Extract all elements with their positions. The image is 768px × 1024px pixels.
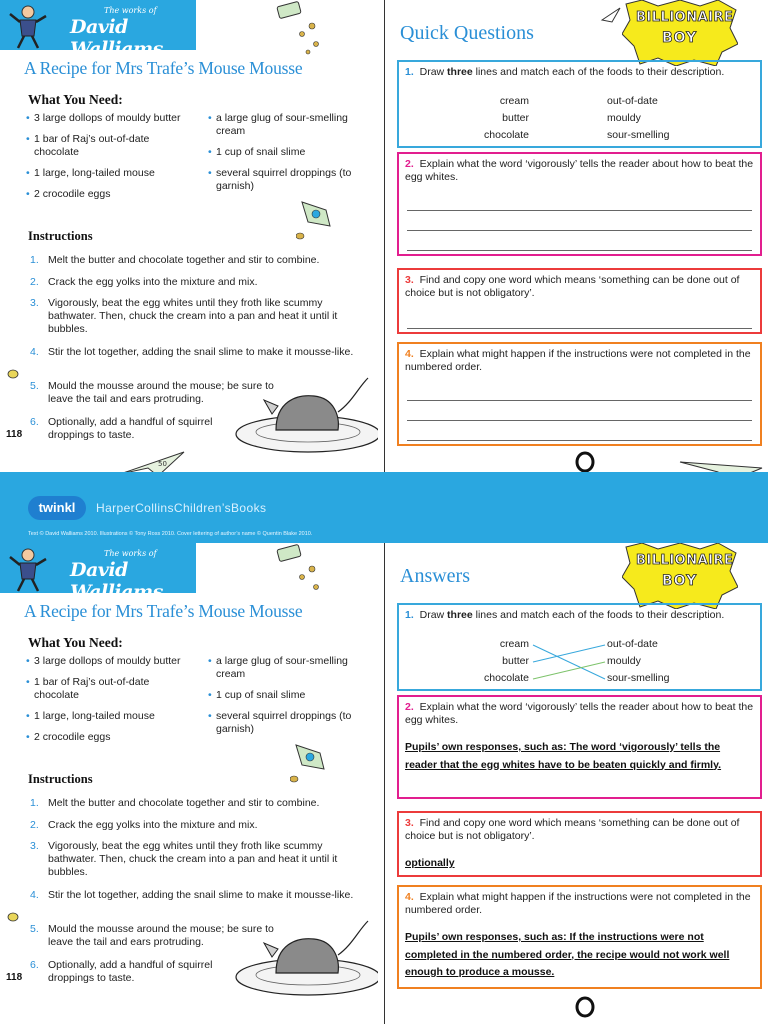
instruction-step <box>30 297 360 336</box>
footer-bar <box>0 472 768 543</box>
question-number: 2. <box>405 701 414 713</box>
question-text-bold: three <box>447 609 473 621</box>
question-text: Find and copy one word which means ‘something can be done out of choice but is not obligatory’. <box>405 274 740 299</box>
answer-line[interactable] <box>407 420 752 421</box>
coin-icon <box>6 368 20 380</box>
boy-illustration-icon <box>6 545 50 593</box>
money-flutter-icon <box>272 543 332 601</box>
worksheet-answers <box>0 543 768 1024</box>
mini-plane-icon <box>600 6 622 24</box>
author-banner <box>0 543 196 603</box>
food-item[interactable]: cream <box>499 95 529 107</box>
step-text: Optionally, add a handful of squirrel droppings to taste. <box>48 416 213 441</box>
page-number: 118 <box>6 972 23 983</box>
question-text-prefix: Draw <box>419 609 448 621</box>
question-number: 4. <box>405 891 414 903</box>
model-answer: optionally <box>405 857 455 869</box>
instruction-step <box>30 959 220 985</box>
answer-line[interactable] <box>407 230 752 231</box>
question-number: 1. <box>405 609 414 621</box>
question-number: 1. <box>405 66 414 78</box>
ingredient-item: • several squirrel droppings (to garnish) <box>208 167 376 193</box>
description-item[interactable]: mouldy <box>607 112 641 124</box>
instruction-step <box>30 254 360 267</box>
step-text: Vigorously, beat the egg whites until they froth like scummy bathwater. Then, chuck the cream into a pan and heat it until it bubbles. <box>48 840 338 878</box>
quick-questions-title: Quick Questions <box>400 22 534 44</box>
answer-2-box <box>397 695 762 799</box>
answer-line[interactable] <box>407 328 752 329</box>
billionaire-boy-logo <box>622 0 738 66</box>
worksheet-questions <box>0 0 768 472</box>
description-item[interactable]: sour-smelling <box>607 129 670 141</box>
what-you-need-heading: What You Need: <box>28 92 123 107</box>
description-item: mouldy <box>607 655 641 667</box>
answer-line[interactable] <box>407 440 752 441</box>
step-text: Mould the mousse around the mouse; be sure to leave the tail and ears protruding. <box>48 380 274 405</box>
ingredient-item: • 1 cup of snail slime <box>208 146 376 159</box>
instruction-step <box>30 276 360 289</box>
food-item[interactable]: butter <box>502 112 529 124</box>
question-text: Find and copy one word which means ‘something can be done out of choice but is not obligatory’. <box>405 817 740 842</box>
boy-word: BOY <box>662 30 698 46</box>
question-number: 3. <box>405 817 414 829</box>
answer-4-box <box>397 885 762 989</box>
step-number: 2. <box>30 276 39 288</box>
answer-line[interactable] <box>407 400 752 401</box>
instructions-heading: Instructions <box>28 772 93 786</box>
question-text-bold: three <box>447 66 473 78</box>
question-number: 2. <box>405 158 414 170</box>
boy-word: BOY <box>662 573 698 589</box>
food-item: cream <box>499 638 529 650</box>
ingredient-item: • 1 cup of snail slime <box>208 689 376 702</box>
twinkl-logo[interactable]: twinkl <box>28 496 86 520</box>
step-text: Vigorously, beat the egg whites until they froth like scummy bathwater. Then, chuck the cream into a pan and heat it until it bubbles. <box>48 297 338 335</box>
ingredient-item: • a large glug of sour-smelling cream <box>208 112 376 138</box>
step-text: Crack the egg yolks into the mixture and mix. <box>48 819 258 831</box>
svg-text:50: 50 <box>158 460 167 468</box>
page-number: 118 <box>6 429 23 440</box>
food-item[interactable]: chocolate <box>484 129 529 141</box>
step-number: 3. <box>30 297 39 309</box>
step-text: Crack the egg yolks into the mixture and mix. <box>48 276 258 288</box>
mouse-mousse-illustration-icon <box>230 915 378 1001</box>
step-number: 4. <box>30 889 39 901</box>
question-3-box <box>397 268 762 334</box>
question-text: Explain what might happen if the instructions were not completed in the numbered order. <box>405 891 751 916</box>
column-divider <box>384 543 385 1024</box>
question-2-box <box>397 152 762 256</box>
copyright-credits: Text © David Walliams 2010. Illustrations © Tony Ross 2010. Cover lettering of author’s name © Quentin Blake 2010. <box>28 531 313 537</box>
step-number: 5. <box>30 923 39 935</box>
description-item: out-of-date <box>607 638 658 650</box>
step-number: 1. <box>30 254 39 266</box>
matching-grid <box>459 92 739 146</box>
step-number: 6. <box>30 959 39 971</box>
column-divider <box>384 0 385 472</box>
question-1-box <box>397 60 762 148</box>
question-text-prefix: Draw <box>419 66 448 78</box>
instructions-heading: Instructions <box>28 229 93 243</box>
ingredient-item: • 1 bar of Raj’s out-of-date chocolate <box>26 676 196 702</box>
ingredient-item: • 1 bar of Raj’s out-of-date chocolate <box>26 133 196 159</box>
food-item: butter <box>502 655 529 667</box>
answer-line[interactable] <box>407 250 752 251</box>
step-text: Stir the lot together, adding the snail slime to make it mousse-like. <box>48 346 354 358</box>
brand-author-name: David Walliams <box>70 559 163 603</box>
billionaire-boy-logo <box>622 543 738 609</box>
ingredient-item: • 3 large dollops of mouldy butter <box>26 112 196 125</box>
step-number: 5. <box>30 380 39 392</box>
question-number: 3. <box>405 274 414 286</box>
step-number: 2. <box>30 819 39 831</box>
ingredient-item: • several squirrel droppings (to garnish) <box>208 710 376 736</box>
money-bag-icon <box>296 196 336 246</box>
step-text: Stir the lot together, adding the snail slime to make it mousse-like. <box>48 889 354 901</box>
money-flutter-icon <box>272 0 332 58</box>
step-number: 4. <box>30 346 39 358</box>
ring-icon <box>574 450 596 474</box>
model-answer: Pupils’ own responses, such as: The word ‘vigorously’ tells the reader that the egg whites have to be beaten quickly and firmly. <box>405 741 722 771</box>
description-item[interactable]: out-of-date <box>607 95 658 107</box>
step-text: Melt the butter and chocolate together and stir to combine. <box>48 254 320 266</box>
question-4-box <box>397 342 762 446</box>
answer-1-box <box>397 603 762 691</box>
food-item: chocolate <box>484 672 529 684</box>
question-text: Explain what might happen if the instructions were not completed in the numbered order. <box>405 348 751 373</box>
answer-line[interactable] <box>407 210 752 211</box>
answer-3-box <box>397 811 762 877</box>
step-number: 1. <box>30 797 39 809</box>
ingredient-item: • a large glug of sour-smelling cream <box>208 655 376 681</box>
instruction-step <box>30 416 220 442</box>
billionaire-word: BILLIONAIRE <box>636 10 734 25</box>
question-text-suffix: lines and match each of the foods to their description. <box>472 66 725 78</box>
answers-title: Answers <box>400 565 470 587</box>
ingredient-item: • 3 large dollops of mouldy butter <box>26 655 196 668</box>
coin-icon <box>6 911 20 923</box>
recipe-title: A Recipe for Mrs Trafe’s Mouse Mousse <box>24 58 303 78</box>
step-number: 3. <box>30 840 39 852</box>
ingredient-item: • 1 large, long-tailed mouse <box>26 710 196 723</box>
mouse-mousse-illustration-icon <box>230 372 378 458</box>
money-bag-icon <box>290 739 330 789</box>
author-banner <box>0 0 196 60</box>
description-item: sour-smelling <box>607 672 670 684</box>
brand-subtitle: The works of <box>104 6 157 15</box>
model-answer: Pupils’ own responses, such as: If the instructions were not completed in the numbered order, the recipe would not work well enough to produce a mousse. <box>405 931 730 978</box>
instruction-step <box>30 819 360 832</box>
recipe-title: A Recipe for Mrs Trafe’s Mouse Mousse <box>24 601 303 621</box>
instruction-step <box>30 797 360 810</box>
question-text-suffix: lines and match each of the foods to their description. <box>472 609 725 621</box>
ingredient-item: • 2 crocodile eggs <box>26 731 196 744</box>
publisher-name: HarperCollinsChildren’sBooks <box>96 501 267 515</box>
step-number: 6. <box>30 416 39 428</box>
matching-grid <box>459 635 739 689</box>
instruction-step <box>30 889 360 902</box>
instruction-step <box>30 840 360 879</box>
question-text: Explain what the word ‘vigorously’ tells the reader about how to beat the egg whites. <box>405 158 754 183</box>
what-you-need-heading: What You Need: <box>28 635 123 650</box>
step-text: Melt the butter and chocolate together and stir to combine. <box>48 797 320 809</box>
billionaire-word: BILLIONAIRE <box>636 553 734 568</box>
question-text: Explain what the word ‘vigorously’ tells the reader about how to beat the egg whites. <box>405 701 754 726</box>
matching-lines-icon <box>531 635 607 689</box>
question-number: 4. <box>405 348 414 360</box>
ingredient-item: • 1 large, long-tailed mouse <box>26 167 196 180</box>
brand-subtitle: The works of <box>104 549 157 558</box>
step-text: Mould the mousse around the mouse; be sure to leave the tail and ears protruding. <box>48 923 274 948</box>
boy-illustration-icon <box>6 2 50 50</box>
instruction-step <box>30 346 360 359</box>
ingredient-item: • 2 crocodile eggs <box>26 188 196 201</box>
step-text: Optionally, add a handful of squirrel droppings to taste. <box>48 959 213 984</box>
ring-icon <box>574 995 596 1019</box>
brand-author-name: David Walliams <box>70 16 163 60</box>
